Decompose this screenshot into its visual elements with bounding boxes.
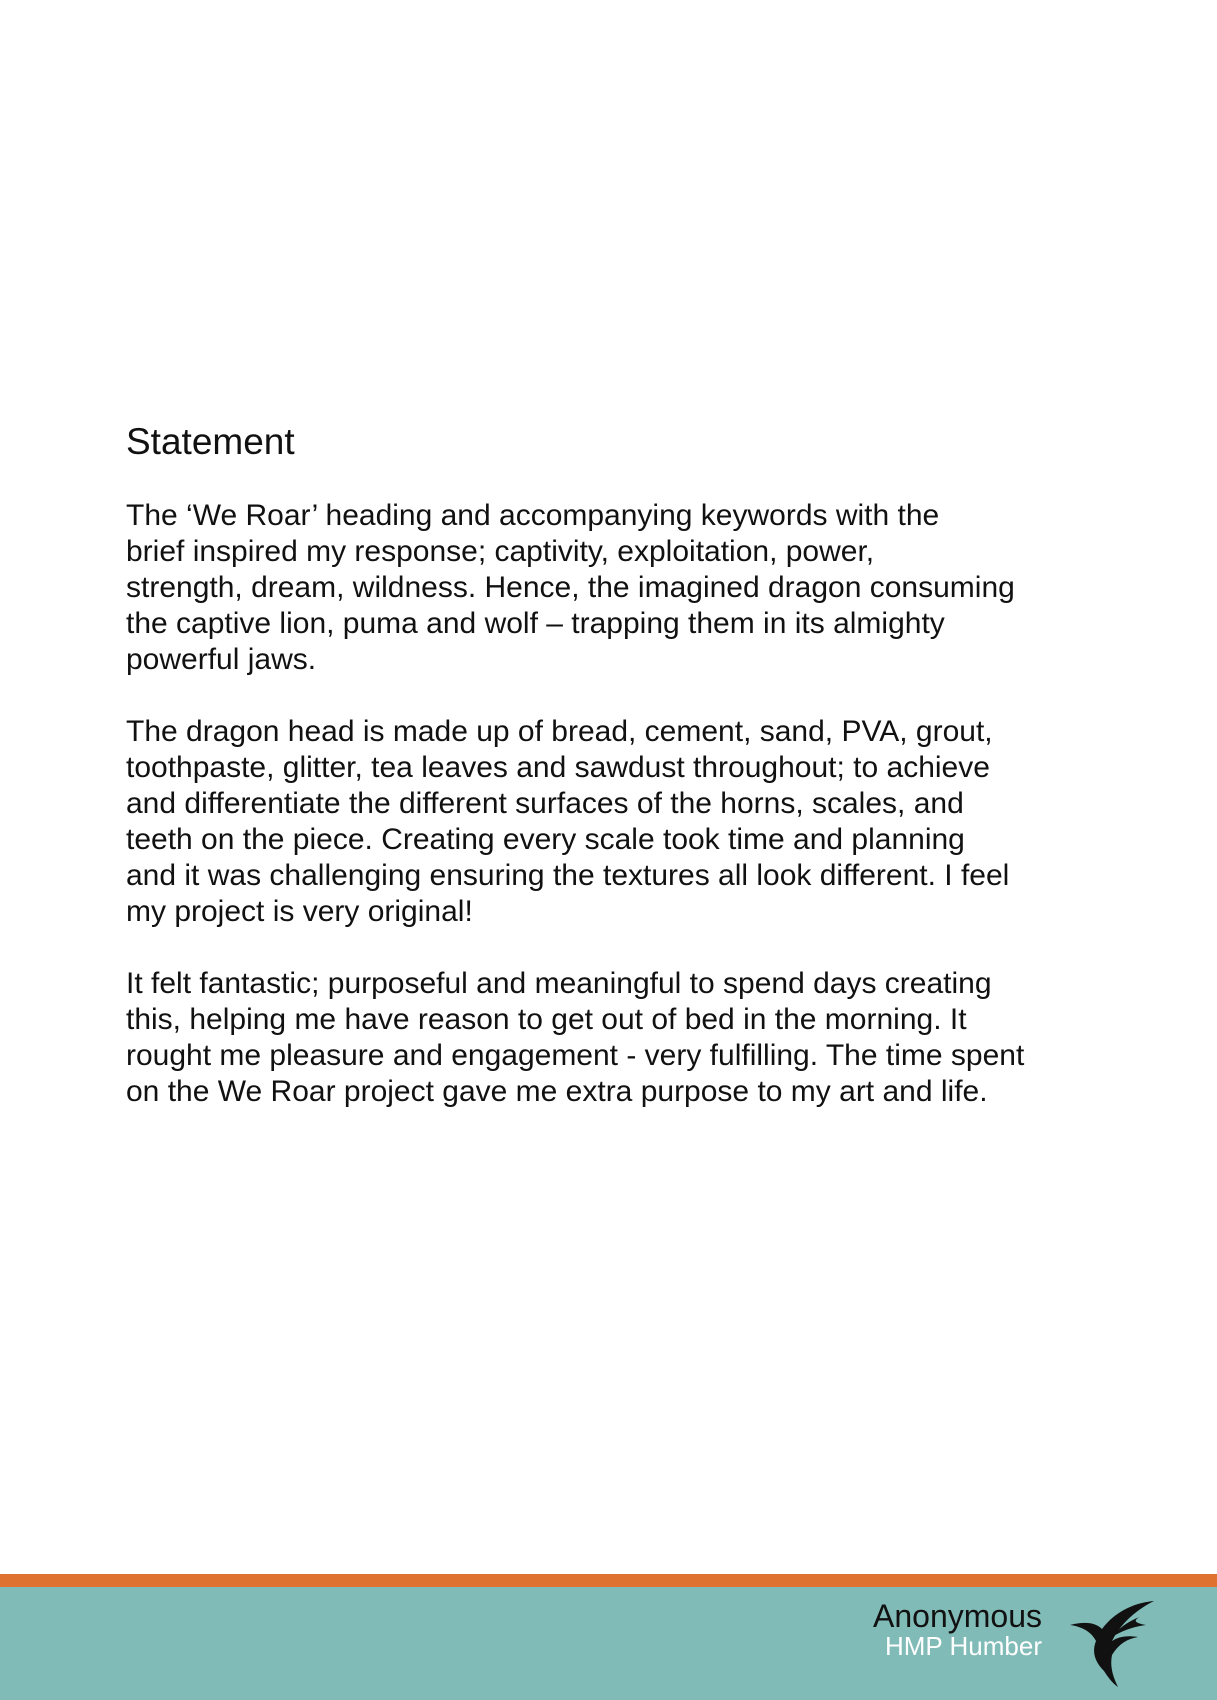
statement-section bbox=[126, 420, 1126, 1146]
footer-credit bbox=[873, 1599, 1042, 1659]
author-name: Anonymous bbox=[873, 1598, 1042, 1634]
bird-swoosh-icon bbox=[1062, 1595, 1158, 1691]
statement-paragraph-1: The ‘We Roar’ heading and accompanying keywords with the brief inspired my response; captivity, exploitation, power, strength, dream, wildness. Hence, the imagined dragon consuming the captive lion, puma and wolf – trapping them in its almighty powerful jaws. bbox=[126, 499, 1015, 677]
organisation-name: HMP Humber bbox=[884, 1631, 1042, 1661]
statement-paragraph-2: The dragon head is made up of bread, cement, sand, PVA, grout, toothpaste, glitter, tea leaves and sawdust throughout; to achieve and differentiate the different surfaces of the horns, scales, and teeth on the piece. Creating every scale took time and planning and it was challenging ensuring the textures all look different. I feel my project is very original! bbox=[126, 715, 1010, 929]
statement-heading: Statement bbox=[126, 421, 295, 462]
statement-paragraph-3: It felt fantastic; purposeful and meaningful to spend days creating this, helping me have reason to get out of bed in the morning. It rought me pleasure and engagement - very fulfilling. The time spent on the We Roar project gave me extra purpose to my art and life. bbox=[126, 967, 1025, 1109]
footer-accent-stripe bbox=[0, 1574, 1217, 1587]
footer-band bbox=[0, 1587, 1217, 1700]
